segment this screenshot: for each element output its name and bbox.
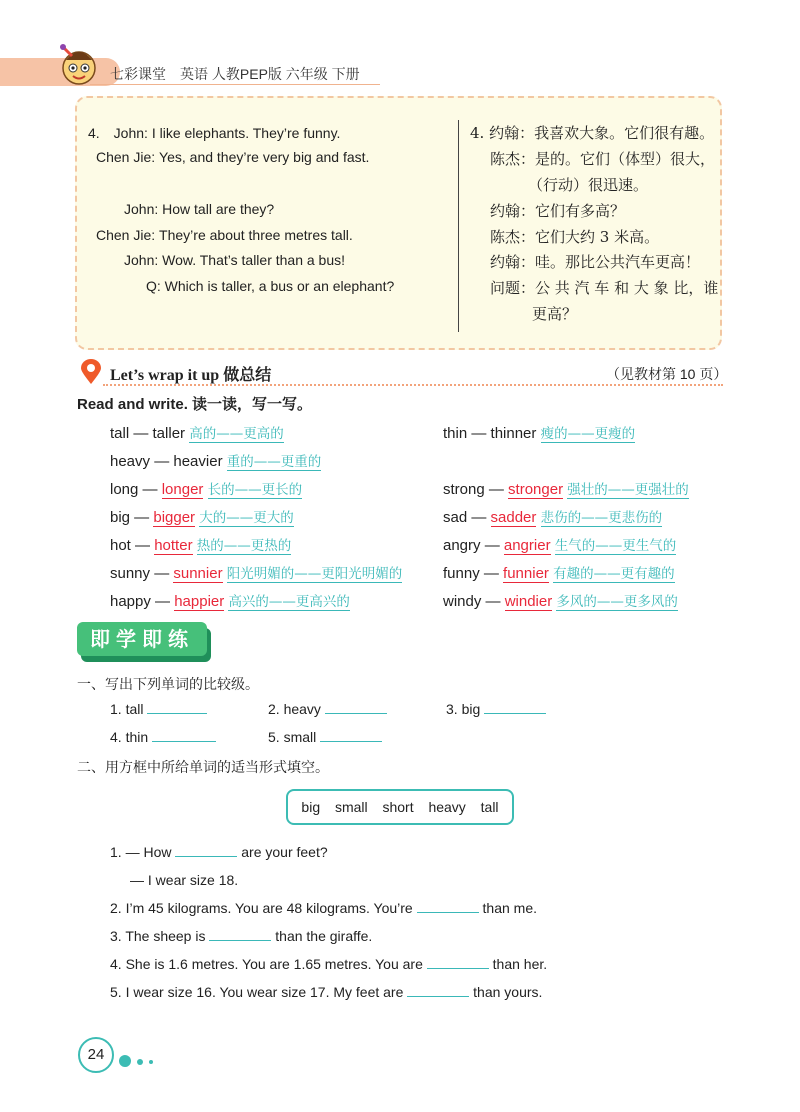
location-pin-icon [80, 359, 102, 385]
answer-blank[interactable] [325, 701, 387, 714]
word-pair: angry — angrier 生气的——更生气的 [443, 537, 677, 554]
word-pair: tall — taller 高的——更高的 [110, 425, 284, 442]
dialogue-en-line: Q: Which is taller, a bus or an elephant? [146, 278, 395, 294]
dialogue-en-line: John: How tall are they? [124, 201, 275, 217]
dialogue-zh-line: （行动）很迅速。 [528, 176, 649, 194]
dialogue-divider [458, 120, 459, 332]
part1-title: 一、写出下列单词的比较级。 [77, 677, 259, 693]
word-pair: windy — windier 多风的——更多风的 [443, 593, 678, 610]
dialogue-zh-line: 问题：公 共 汽 车 和 大 象 比，谁 [490, 279, 719, 297]
dialogue-zh-line: 约翰：哇。那比公共汽车更高！ [490, 253, 701, 271]
dialogue-en-line: Chen Jie: Yes, and they’re very big and fast. [96, 149, 370, 165]
dialogue-en-line: Chen Jie: They’re about three metres tall. [96, 227, 353, 243]
part2-question: 2. I’m 45 kilograms. You are 48 kilograms. You’re than me. [110, 900, 537, 916]
decorative-dot [149, 1060, 153, 1064]
decorative-dot [137, 1059, 143, 1065]
word-bank-item: small [334, 799, 368, 815]
word-pair: strong — stronger 强壮的——更强壮的 [443, 481, 689, 498]
wrap-up-title: Let’s wrap it up 做总结 [110, 367, 272, 384]
part1-item: 3. big [446, 701, 546, 717]
word-bank-box [286, 789, 514, 825]
header-title: 七彩课堂 英语 人教PEP版 六年级 下册 [110, 66, 360, 82]
word-bank-item: big [301, 799, 321, 815]
decorative-dot [119, 1055, 131, 1067]
answer-blank[interactable] [417, 900, 479, 913]
word-pair: sad — sadder 悲伤的——更悲伤的 [443, 509, 663, 526]
word-pair: hot — hotter 热的——更热的 [110, 537, 292, 554]
answer-blank[interactable] [407, 984, 469, 997]
word-pair: sunny — sunnier 阳光明媚的——更阳光明媚的 [110, 565, 403, 582]
word-pair: thin — thinner 瘦的——更瘦的 [443, 425, 636, 442]
word-pair: long — longer 长的——更长的 [110, 481, 303, 498]
part1-item: 5. small [268, 729, 382, 745]
answer-blank[interactable] [147, 701, 207, 714]
part2-question: 4. She is 1.6 metres. You are 1.65 metres. You are than her. [110, 956, 548, 972]
part2-question: 3. The sheep is than the giraffe. [110, 928, 373, 944]
answer-blank[interactable] [209, 928, 271, 941]
word-bank-item: short [382, 799, 414, 815]
answer-blank[interactable] [152, 729, 216, 742]
answer-blank[interactable] [320, 729, 382, 742]
part1-item: 1. tall [110, 701, 207, 717]
part1-item: 4. thin [110, 729, 216, 745]
answer-blank[interactable] [484, 701, 546, 714]
dialogue-zh-line: 陈杰：是的。它们（体型）很大， [490, 150, 716, 168]
textbook-reference: （见教材第 10 页） [606, 366, 728, 382]
practice-banner: 即学即练 [77, 622, 207, 656]
section-dotted-rule [103, 384, 723, 386]
dialogue-zh-line: 4. 约翰：我喜欢大象。它们很有趣。 [470, 124, 715, 142]
word-pair: funny — funnier 有趣的——更有趣的 [443, 565, 675, 582]
dialogue-zh-line: 陈杰：它们大约 3 米高。 [490, 228, 660, 246]
dialogue-zh-line: 更高？ [532, 305, 578, 323]
part1-item: 2. heavy [268, 701, 387, 717]
part2-question: 1. — How are your feet? [110, 844, 328, 860]
part2-question: 5. I wear size 16. You wear size 17. My feet are than yours. [110, 984, 543, 1000]
dialogue-zh-line: 约翰：它们有多高？ [490, 202, 626, 220]
dialogue-en-line: 4. John: I like elephants. They’re funny. [88, 125, 341, 141]
part2-question: — I wear size 18. [130, 872, 239, 888]
word-pair: happy — happier 高兴的——更高兴的 [110, 593, 350, 610]
answer-blank[interactable] [427, 956, 489, 969]
page-number: 24 [78, 1037, 114, 1073]
header-rule [90, 84, 380, 85]
dialogue-en-line: John: Wow. That’s taller than a bus! [124, 252, 346, 268]
mascot-icon [52, 38, 106, 92]
word-pair: big — bigger 大的——更大的 [110, 509, 294, 526]
read-write-instruction: Read and write. 读一读，写一写。 [77, 396, 313, 413]
answer-blank[interactable] [175, 844, 237, 857]
word-bank-item: heavy [428, 799, 466, 815]
word-pair: heavy — heavier 重的——更重的 [110, 453, 322, 470]
word-bank-item: tall [480, 799, 499, 815]
part2-title: 二、用方框中所给单词的适当形式填空。 [77, 760, 329, 776]
